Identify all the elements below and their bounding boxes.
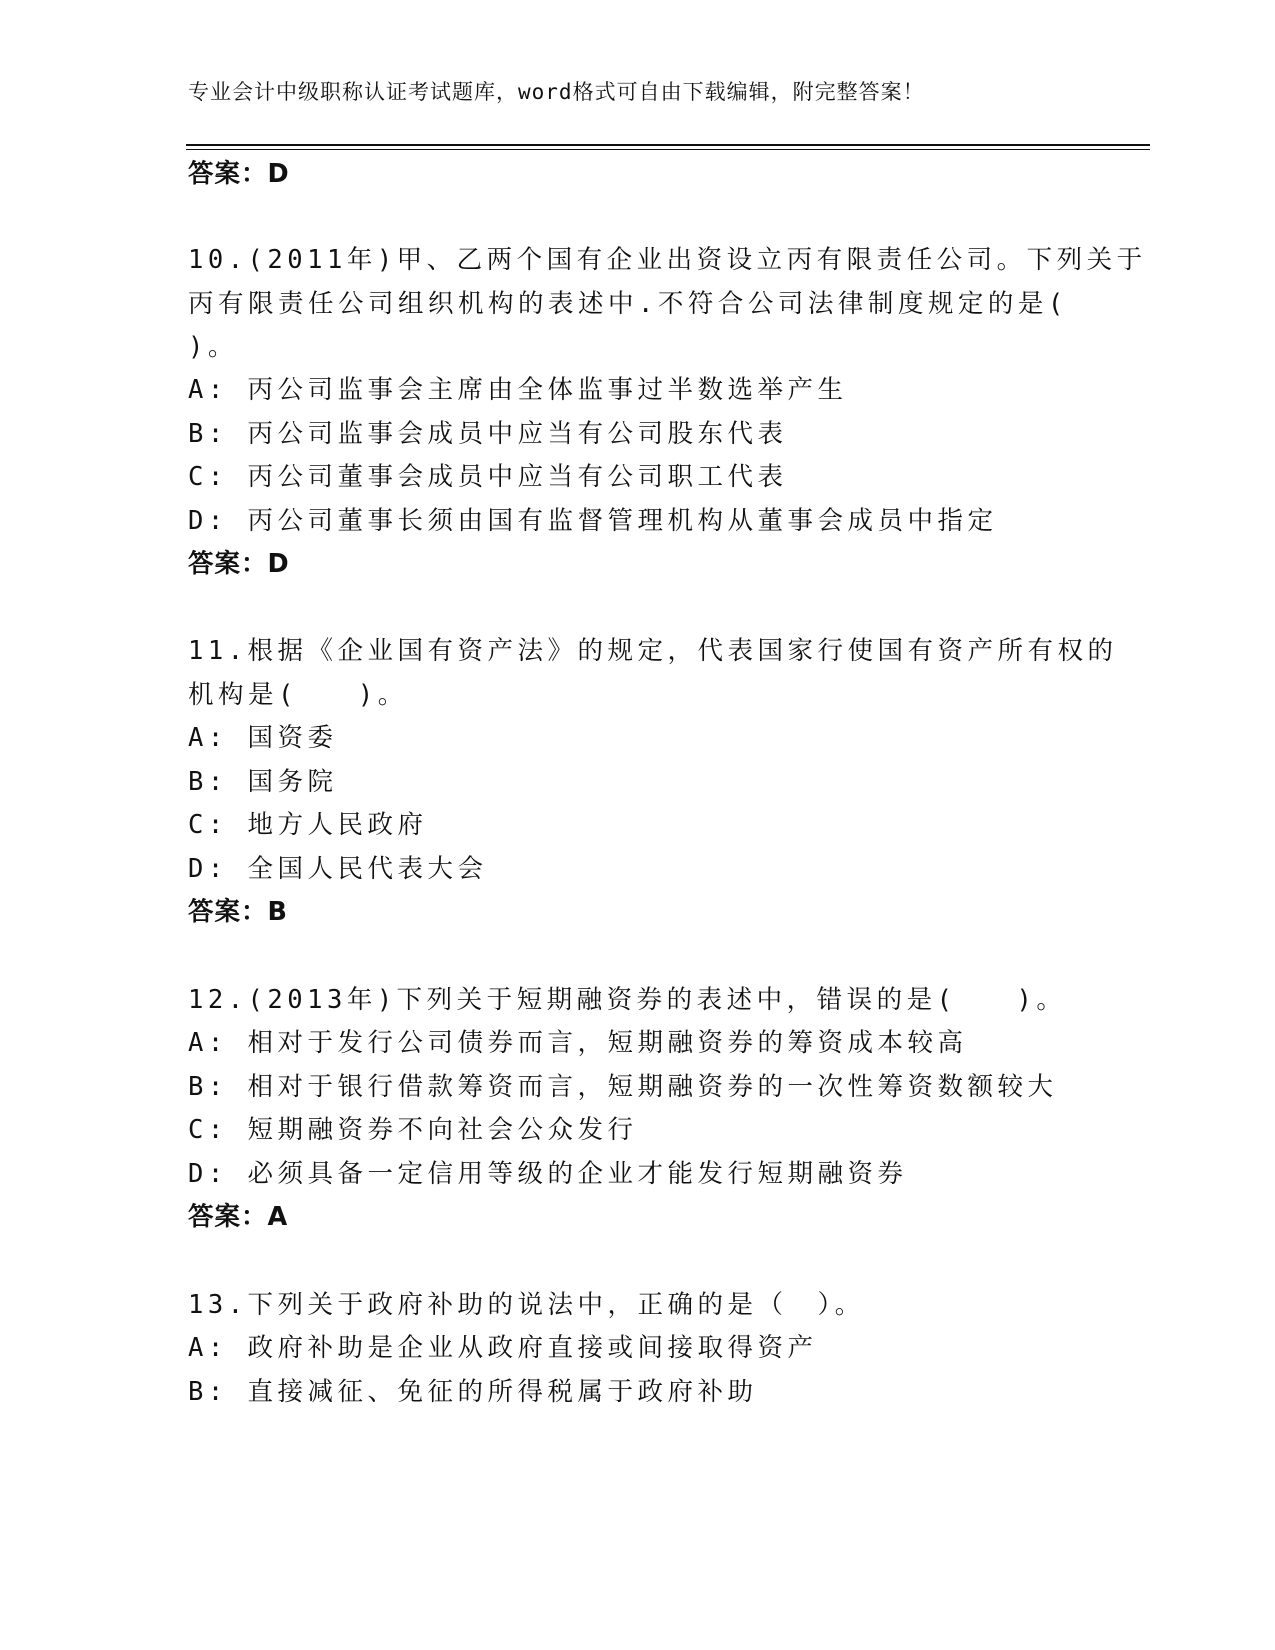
header-rule-thin [186,149,1150,150]
q11-option-c: C: 地方人民政府 [188,810,428,840]
q11-line-1: 11.根据《企业国有资产法》的规定，代表国家行使国有资产所有权的 [188,636,1118,666]
q10-option-a: A: 丙公司监事会主席由全体监事过半数选举产生 [188,375,848,405]
q12-option-b: B: 相对于银行借款筹资而言，短期融资券的一次性筹资数额较大 [188,1072,1058,1102]
q10-option-b: B: 丙公司监事会成员中应当有公司股东代表 [188,419,788,449]
q11-option-d: D: 全国人民代表大会 [188,854,488,884]
q10-option-c: C: 丙公司董事会成员中应当有公司职工代表 [188,462,788,492]
q12-line-1: 12.(2013年)下列关于短期融资券的表述中，错误的是( )。 [188,985,1067,1015]
q10-answer: 答案：D [188,549,290,579]
q11-option-a: A: 国资委 [188,723,338,753]
q10-line-2: 丙有限责任公司组织机构的表述中.不符合公司法律制度规定的是( [188,289,1068,319]
q10-line-1: 10.(2011年)甲、乙两个国有企业出资设立丙有限责任公司。下列关于 [188,245,1147,275]
q10-option-d: D: 丙公司董事长须由国有监督管理机构从董事会成员中指定 [188,506,998,536]
q12-option-d: D: 必须具备一定信用等级的企业才能发行短期融资券 [188,1159,908,1189]
q12-answer: 答案：A [188,1202,289,1232]
page-header-text: 专业会计中级职称认证考试题库，word格式可自由下载编辑，附完整答案！ [188,80,925,104]
q11-line-2: 机构是( )。 [188,680,408,710]
header-rule-thick [186,144,1150,146]
q12-option-a: A: 相对于发行公司债券而言，短期融资券的筹资成本较高 [188,1028,968,1058]
q13-line-1: 13.下列关于政府补助的说法中，正确的是（ ）。 [188,1290,865,1320]
q11-answer: 答案：B [188,897,288,927]
q13-option-a: A: 政府补助是企业从政府直接或间接取得资产 [188,1333,818,1363]
q11-option-b: B: 国务院 [188,767,338,797]
q12-option-c: C: 短期融资券不向社会公众发行 [188,1115,638,1145]
q13-option-b: B: 直接减征、免征的所得税属于政府补助 [188,1377,758,1407]
q10-line-3: )。 [188,332,238,362]
answer-prev: 答案：D [188,159,290,189]
